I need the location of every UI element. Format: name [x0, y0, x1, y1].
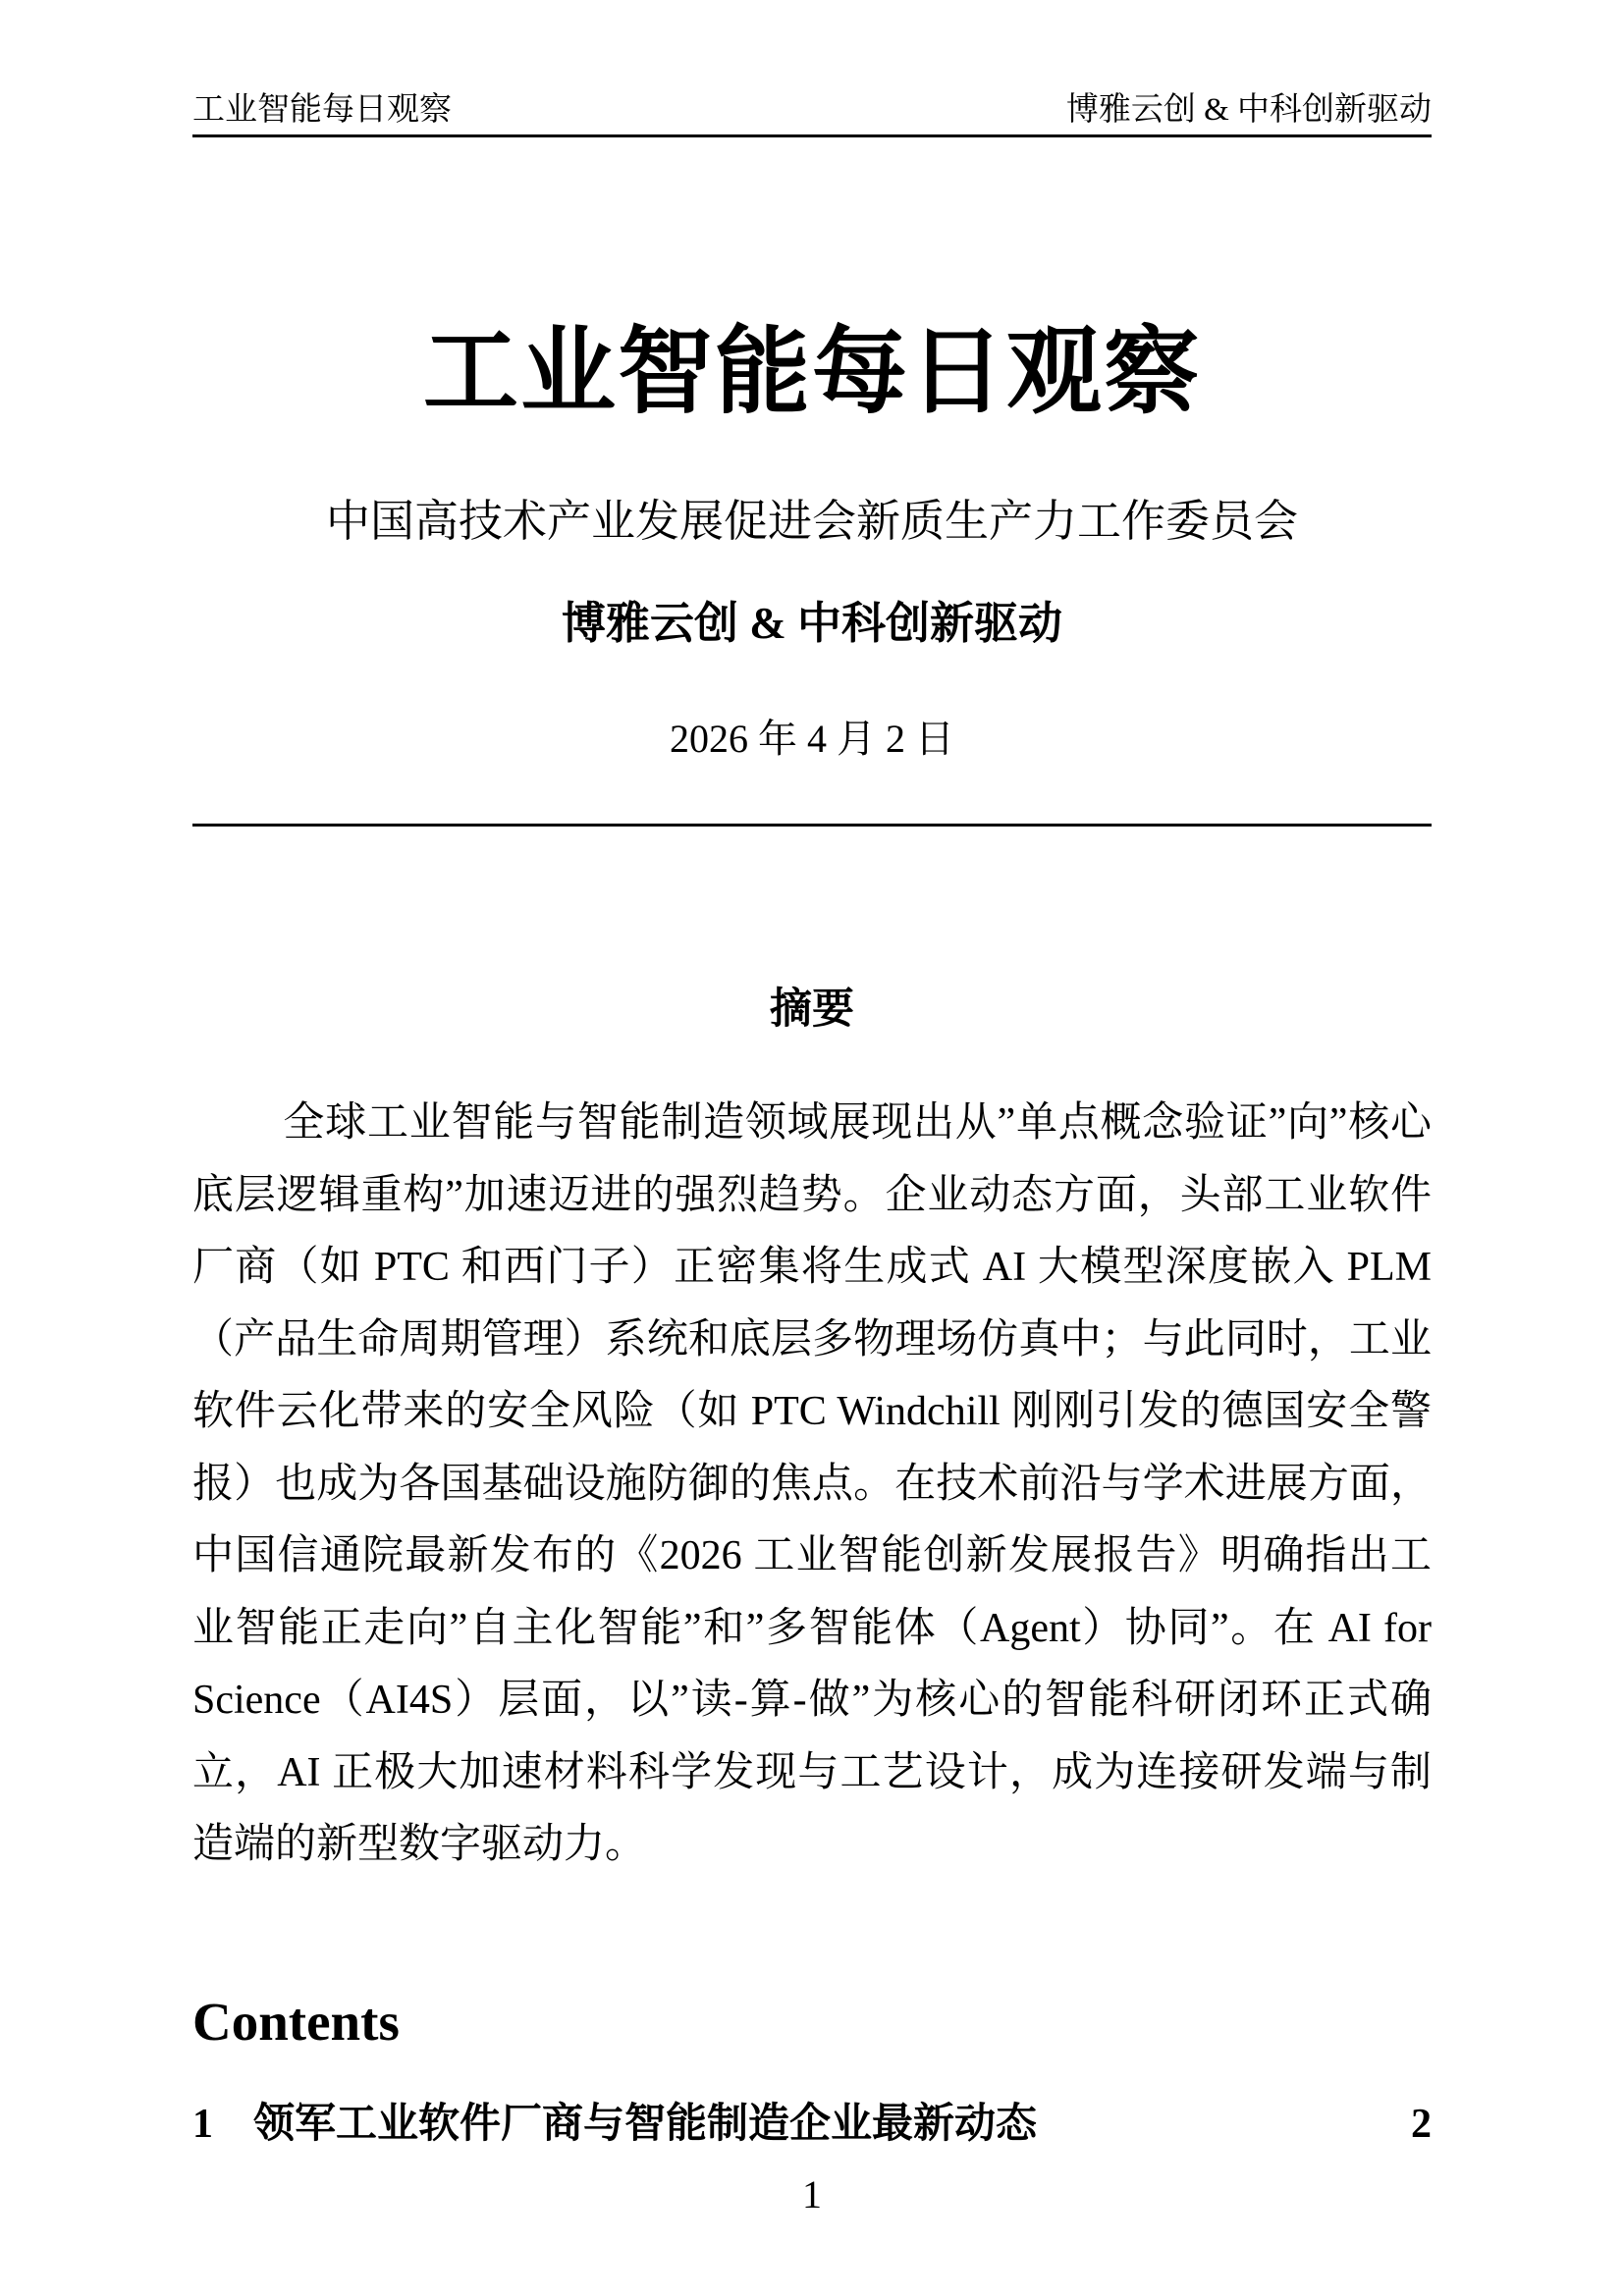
organization-line: 中国高技术产业发展促进会新质生产力工作委员会: [325, 496, 1298, 546]
toc-entry-1[interactable]: [192, 2100, 1432, 2149]
date-line: 2026 年 4 月 2 日: [670, 717, 954, 761]
running-header: [192, 0, 1432, 137]
toc-entry-number: 1: [192, 2101, 213, 2147]
toc-entry-page: 2: [1411, 2101, 1432, 2147]
running-header-left: 工业智能每日观察: [192, 92, 452, 128]
page-number: 1: [802, 2172, 822, 2216]
abstract-heading: 摘要: [770, 987, 854, 1033]
title-separator-rule: [192, 824, 1432, 827]
abstract-body: 全球工业智能与智能制造领域展现出从”单点概念验证”向”核心底层逻辑重构”加速迈进的强烈趋势。企业动态方面，头部工业软件厂商（如 PTC 和西门子）正密集将生成式 AI 大模型深度嵌入 PLM（产品生命周期管理）系统和底层多物理场仿真中；与此同时，工业软件云化带来的安全风险（如 PTC Windchill 刚刚引发的德国安全警报）也成为各国基础设施防御的焦点。在技术前沿与学术进展方面，中国信通院最新发布的《2026 工业智能创新发展报告》明确指出工业智能正走向”自主化智能”和”多智能体（Agent）协同”。在 AI for Science（AI4S）层面，以”读-算-做”为核心的智能科研闭环正式确立，AI 正极大加速材料科学发现与工艺设计，成为连接研发端与制造端的新型数字驱动力。: [192, 1100, 1432, 1867]
running-header-right: 博雅云创 & 中科创新驱动: [1065, 92, 1432, 128]
authors-line: 博雅云创 & 中科创新驱动: [562, 598, 1062, 648]
document-title: 工业智能每日观察: [423, 320, 1201, 425]
toc-entry-title: 领军工业软件厂商与智能制造企业最新动态: [253, 2101, 1038, 2147]
contents-heading: Contents: [192, 1991, 400, 2052]
